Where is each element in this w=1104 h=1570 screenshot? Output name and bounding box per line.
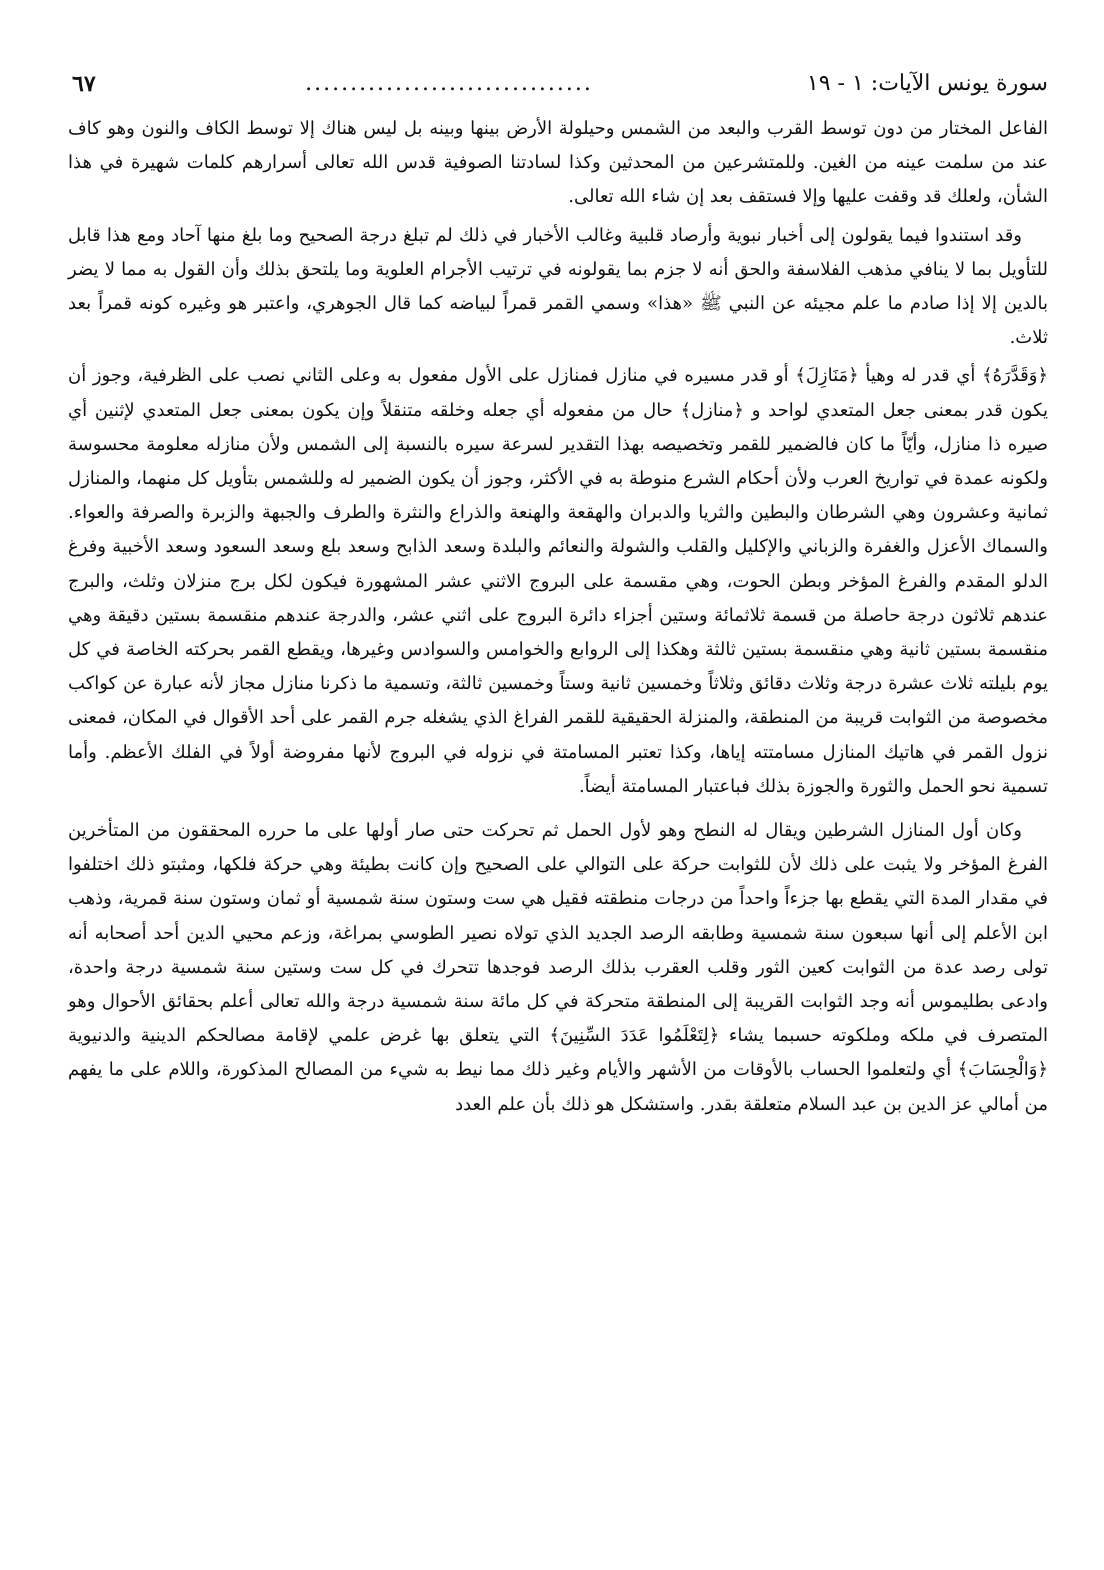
running-header bbox=[68, 62, 1048, 106]
header-leader-dots: ................................ bbox=[305, 71, 593, 96]
paragraph-4: وكان أول المنازل الشرطين ويقال له النطح وهو لأول الحمل ثم تحركت حتى صار أولها على ما حرره المحققون من المتأخرين الفرغ المؤخر ولا يثبت على ذلك لأن للثوابت حركة على التوالي على الصحيح وإن كانت بطيئة وهي حركة فلكها، ومثبتو ذلك اختلفوا في مقدار المدة التي يقطع بها جزءاً واحداً من درجات منطقته فقيل هي ست وستون سنة شمسية أو ثمان وستون سنة قمرية، وذهب ابن الأعلم إلى أنها سبعون سنة شمسية وطابقه الرصد الجديد الذي تولاه نصير الطوسي بمراغة، وزعم محيي الدين أحد أصحابه أنه تولى رصد عدة من الثوابت كعين الثور وقلب العقرب بذلك الرصد فوجدها تتحرك في كل ست وستين سنة شمسية درجة واحدة، وادعى بطليموس أنه وجد الثوابت القريبة إلى المنطقة متحركة في كل مائة سنة شمسية درجة والله تعالى أعلم بحقائق الأحوال وهو المتصرف في ملكه وملكوته حسبما يشاء ﴿لِتَعْلَمُوا عَدَدَ السِّنِينَ﴾ التي يتعلق بها غرض علمي لإقامة مصالحكم الدينية والدنيوية ﴿وَالْحِسَابَ﴾ أي ولتعلموا الحساب بالأوقات من الأشهر والأيام وغير ذلك مما نيط به شيء من المصالح المذكورة، واللام على ما يفهم من أمالي عز الدين بن عبد السلام متعلقة بقدر. واستشكل هو ذلك بأن علم العدد bbox=[68, 820, 1048, 1115]
header-title: سورة يونس الآيات: ١ - ١٩ bbox=[806, 71, 1048, 96]
page-number: ٦٧ bbox=[72, 71, 96, 97]
book-page bbox=[68, 62, 1048, 1552]
paragraph-1: الفاعل المختار من دون توسط القرب والبعد من الشمس وحيلولة الأرض بينها وبينه بل ليس هناك إلا توسط الكاف والنون وهو كاف عند من سلمت عينه من الغين. وللمتشرعين من المحدثين وكذا لسادتنا الصوفية قدس الله تعالى أسرارهم كلمات شهيرة في هذا الشأن، ولعلك قد وقفت عليها وإلا فستقف بعد إن شاء الله تعالى. bbox=[68, 118, 1048, 208]
paragraph-3: ﴿وَقَدَّرَهُ﴾ أي قدر له وهيأ ﴿مَنَازِلَ﴾ أو قدر مسيره في منازل فمنازل على الأول مفعول به وعلى الثاني نصب على الظرفية، وجوز أن يكون قدر بمعنى جعل المتعدي لواحد و ﴿منازل﴾ حال من مفعوله أي جعله وخلقه متنقلاً وإن يكون بمعنى جعل المتعدي لإثنين أي صيره ذا منازل، وأيّاً ما كان فالضمير للقمر وتخصيصه بهذا التقدير لسرعة سيره بالنسبة إلى الشمس ولأن منازله معلومة محسوسة ولكونه عمدة في تواريخ العرب ولأن أحكام الشرع منوطة به في الأكثر، وجوز أن يكون الضمير له وللشمس بتأويل كل منهما، والمنازل ثمانية وعشرون وهي الشرطان والبطين والثريا والدبران والهقعة والهنعة والذراع والنثرة والطرف والجبهة والزبرة والصرفة والعواء. والسماك الأعزل والغفرة والزباني والإكليل والقلب والشولة والنعائم والبلدة وسعد الذابح وسعد بلع وسعد السعود وسعد الأخبية وفرغ الدلو المقدم والفرغ المؤخر وبطن الحوت، وهي مقسمة على البروج الاثني عشر المشهورة فيكون لكل برج منزلان وثلث، والبرج عندهم ثلاثون درجة حاصلة من قسمة ثلاثمائة وستين أجزاء دائرة البروج على اثني عشر، والدرجة عندهم منقسمة بستين دقيقة وهي منقسمة بستين ثانية وهي منقسمة بستين ثالثة وهكذا إلى الروابع والخوامس والسوادس وغيرها، ويقطع القمر بحركته الخاصة في كل يوم بليلته ثلاث عشرة درجة وثلاث دقائق وثلاثاً وخمسين ثانية وستاً وخمسين ثالثة، وتسمية ما ذكرنا منازل مجاز لأنه عبارة عن كواكب مخصوصة من الثوابت قريبة من المنطقة، والمنزلة الحقيقية للقمر الفراغ الذي يشغله جرم القمر على أحد الأقوال في المكان، فمعنى نزول القمر في هاتيك المنازل مسامتته إياها، وكذا تعتبر المسامتة في نزوله في البروج لأنها مفروضة أولاً في الفلك الأعظم. وأما تسمية نحو الحمل والثورة والجوزة بذلك فباعتبار المسامتة أيضاً. bbox=[68, 365, 1048, 797]
paragraph-2: وقد استندوا فيما يقولون إلى أخبار نبوية وأرصاد قلبية وغالب الأخبار في ذلك لم تبلغ درجة الصحيح وما بلغ منها آحاد ومع هذا قابل للتأويل بما لا ينافي مذهب الفلاسفة والحق أنه لا جزم بما يقولونه في ترتيب الأجرام العلوية وما يلتحق بذلك وأن القول به مما لا يضر بالدين إلا إذا صادم ما علم مجيئه عن النبي ﷺ «هذا» وسمي القمر قمراً لبياضه كما قال الجوهري، واعتبر هو وغيره كونه قمراً بعد ثلاث. bbox=[68, 224, 1048, 349]
page-body bbox=[68, 112, 1048, 1122]
